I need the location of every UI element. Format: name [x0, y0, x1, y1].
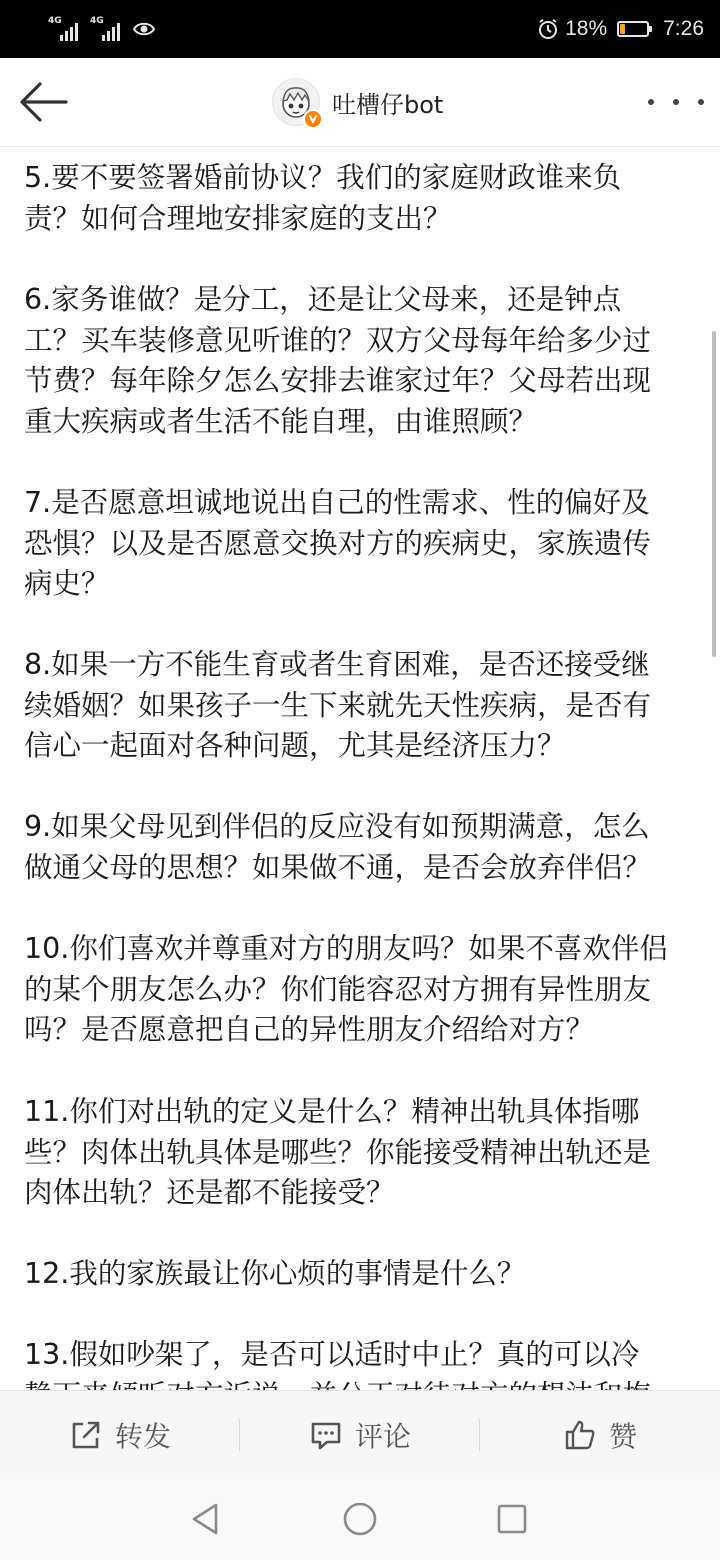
post-paragraph: 9.如果父母见到伴侣的反应没有如预期满意，怎么 做通父母的思想？如果做不通，是否会放弃伴侣？	[24, 810, 652, 884]
post-paragraph: 7.是否愿意坦诚地说出自己的性需求、性的偏好及 恐惧？以及是否愿意交换对方的疾病史，家族遗传 病史？	[24, 486, 652, 600]
comment-button[interactable]	[240, 1391, 480, 1479]
verified-badge-icon	[303, 109, 323, 129]
avatar[interactable]	[272, 78, 320, 126]
nav-recents-button[interactable]	[492, 1499, 532, 1539]
nav-recents-icon	[492, 1499, 532, 1539]
more-dots-icon	[698, 99, 704, 105]
status-left-icons	[48, 14, 156, 44]
like-button[interactable]	[480, 1391, 720, 1479]
post-paragraph: 10.你们喜欢并尊重对方的朋友吗？如果不喜欢伴侣 的某个朋友怎么办？你们能容忍对方拥有异性朋友 吗？是否愿意把自己的异性朋友介绍给对方？	[24, 932, 668, 1046]
more-options-button[interactable]	[648, 84, 704, 120]
nav-back-button[interactable]	[186, 1499, 226, 1539]
nav-home-button[interactable]	[340, 1499, 380, 1539]
status-bar	[0, 0, 720, 58]
share-icon	[69, 1418, 103, 1452]
signal-icon	[48, 17, 84, 41]
network-type-label: 4G	[90, 16, 104, 26]
status-right-icons	[537, 14, 704, 44]
post-paragraph: 12.我的家族最让你心烦的事情是什么？	[24, 1257, 526, 1290]
repost-button[interactable]	[0, 1391, 240, 1479]
more-dots-icon	[648, 99, 654, 105]
network-type-label: 4G	[48, 16, 62, 26]
thumbs-up-icon	[563, 1418, 597, 1452]
post-paragraph: 8.如果一方不能生育或者生育困难，是否还接受继 续婚姻？如果孩子一生下来就先天性疾病，是否有 信心一起面对各种问题，尤其是经济压力？	[24, 648, 652, 762]
nav-home-icon	[340, 1499, 380, 1539]
nav-back-icon	[186, 1499, 226, 1539]
post-content[interactable]	[0, 147, 720, 1390]
like-label: 赞	[608, 1420, 637, 1453]
post-paragraph: 5.要不要签署婚前协议？我们的家庭财政谁来负 责？如何合理地安排家庭的支出？	[24, 161, 622, 235]
battery-level-fill	[620, 24, 625, 34]
back-button[interactable]	[14, 76, 74, 128]
scrollbar[interactable]	[712, 331, 716, 657]
account-name[interactable]: 吐槽仔bot	[332, 90, 444, 119]
repost-label: 转发	[114, 1420, 171, 1453]
post-paragraph: 6.家务谁做？是分工，还是让父母来，还是钟点 工？买车装修意见听谁的？双方父母每年给多少过 节费？每年除夕怎么安排去谁家过年？父母若出现 重大疾病或者生活不能自理，由谁照顾？	[24, 283, 652, 438]
account-profile[interactable]	[272, 78, 443, 126]
signal-icon	[90, 17, 126, 41]
post-paragraph: 11.你们对出轨的定义是什么？精神出轨具体指哪 些？肉体出轨具体是哪些？你能接受精神出轨还是 肉体出轨？还是都不能接受？	[24, 1095, 652, 1209]
back-arrow-icon	[14, 76, 70, 128]
clock-time: 7:26	[663, 17, 704, 40]
battery-icon	[617, 21, 649, 37]
alarm-icon	[537, 18, 559, 40]
eye-icon	[132, 17, 156, 41]
comment-label: 评论	[354, 1420, 411, 1453]
post-header	[0, 58, 720, 147]
more-dots-icon	[673, 99, 679, 105]
battery-percent: 18%	[565, 17, 608, 40]
post-action-bar	[0, 1390, 720, 1478]
post-paragraph: 13.假如吵架了，是否可以适时中止？真的可以冷	[24, 1338, 640, 1371]
system-nav-bar	[0, 1478, 720, 1560]
comment-icon	[309, 1418, 343, 1452]
